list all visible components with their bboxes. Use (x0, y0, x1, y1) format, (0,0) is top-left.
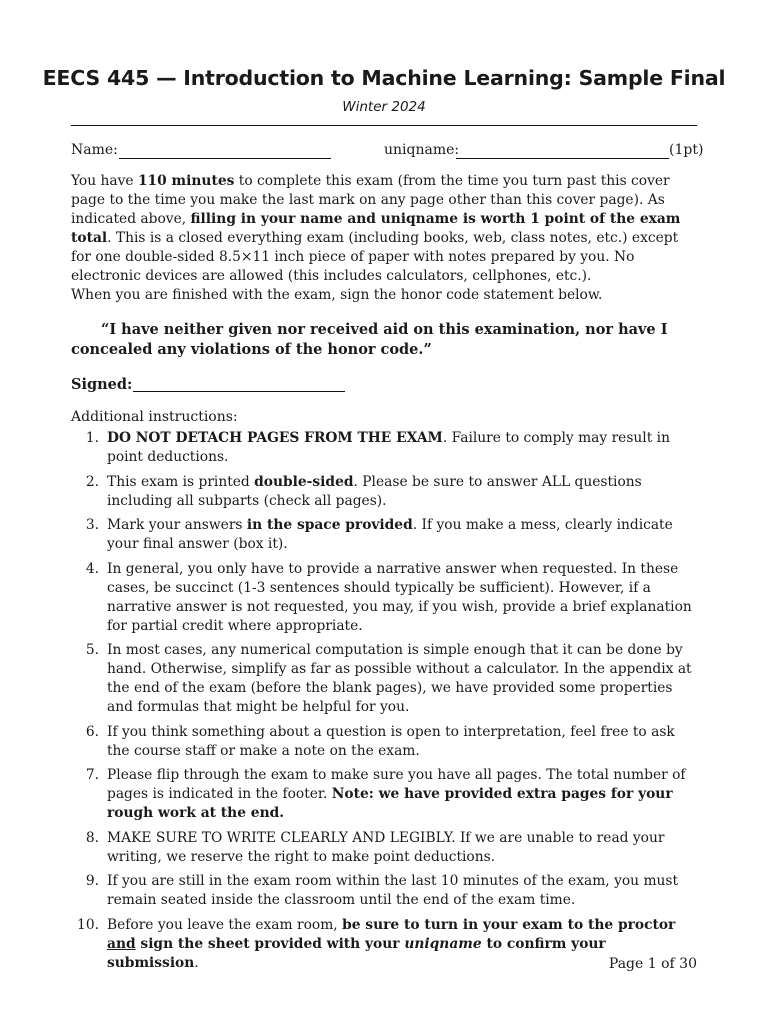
list-item (71, 723, 697, 761)
item-number: 5. (85, 642, 99, 658)
instructions-heading: Additional instructions: (71, 409, 238, 425)
intro-text-3: . This is a closed everything exam (including books, web, class notes, etc.) except for one double-sided 8.5×11 inch piece of paper with notes prepared by you. No electronic devices are allowed (this includes calculators, cellphones, etc.). (71, 230, 679, 284)
list-item (71, 872, 697, 910)
exam-term: Winter 2024 (342, 99, 426, 115)
item-text: . (194, 954, 199, 971)
header-divider (71, 125, 697, 126)
item-text: Mark your answers (107, 517, 247, 533)
item-number: 4. (85, 560, 99, 577)
item-text: Before you leave the exam room, (107, 916, 343, 933)
list-item (71, 473, 697, 511)
item-number: 7. (85, 767, 99, 783)
item-number: 10. (77, 916, 99, 933)
uniqname-field[interactable] (456, 158, 669, 159)
time-limit: 110 minutes (137, 173, 235, 189)
list-item (71, 641, 697, 717)
item-text: . Failure to comply may result in point deductions. (107, 430, 670, 465)
list-item (71, 560, 697, 636)
item-text: . If you make a mess, clearly indicate your final answer (box it). (107, 517, 673, 552)
item-number: 1. (85, 430, 99, 446)
item-text: If you think something about a question is open to interpretation, feel free to ask the course staff or make a note on the exam. (107, 723, 675, 759)
item-text: This exam is printed (107, 473, 255, 490)
item-number: 3. (85, 517, 99, 533)
name-field[interactable] (119, 158, 331, 159)
uniqname-label: uniqname: (384, 142, 460, 158)
list-item (71, 429, 697, 467)
intro-text-2: to complete this exam (from the time you turn past this cover page to the time you make the last mark on any page other than this cover page). As indicated above, (71, 173, 670, 227)
intro-paragraph (71, 172, 697, 286)
intro-text (71, 172, 697, 305)
item-bold: Note: we have provided extra pages for your rough work at the end. (107, 786, 673, 821)
signed-label: Signed: (71, 376, 133, 393)
page-number: Page 1 of 30 (608, 956, 697, 972)
item-number: 9. (85, 873, 99, 889)
item-bold: double-sided (254, 473, 354, 490)
intro-text-1: You have (71, 173, 138, 189)
honor-pledge: “I have neither given nor received aid on this examination, nor have I concealed any violations of the honor code.” (71, 321, 668, 358)
item-text: . Please be sure to answer ALL questions including all subparts (check all pages). (107, 473, 642, 509)
item-bold: sign the sheet provided with your (135, 935, 405, 952)
exam-title: EECS 445 — Introduction to Machine Learning: Sample Final (42, 66, 726, 90)
item-text: In general, you only have to provide a narrative answer when requested. In these cases, be succinct (1-3 sentences should typically be sufficient). However, if a narrative answer is not requested, you may, if you wish, provide a brief explanation for partial credit where appropriate. (107, 560, 692, 634)
item-bold: DO NOT DETACH PAGES FROM THE EXAM (107, 430, 443, 446)
item-number: 2. (85, 473, 99, 490)
item-text: If you are still in the exam room within the last 10 minutes of the exam, you must remain seated inside the classroom until the end of the exam time. (107, 873, 679, 908)
signature-field[interactable] (133, 391, 345, 392)
list-item (71, 829, 697, 867)
item-text: Please flip through the exam to make sure you have all pages. The total number of pages is indicated in the footer. (107, 767, 686, 802)
name-label: Name: (71, 142, 118, 158)
item-bold: to confirm your submission (107, 935, 606, 971)
list-item (71, 766, 697, 823)
item-italic: uniqname (404, 935, 482, 952)
item-bold: be sure to turn in your exam to the proctor (342, 916, 676, 933)
instructions-list (71, 429, 697, 978)
item-bold: in the space provided (246, 517, 413, 533)
item-number: 8. (85, 829, 99, 846)
list-item (71, 516, 697, 554)
points-note: (1pt) (669, 142, 704, 158)
item-number: 6. (85, 723, 99, 740)
name-points-note: filling in your name and uniqname is worth 1 point of the exam total (71, 211, 681, 246)
list-item (71, 916, 697, 973)
item-text: In most cases, any numerical computation is simple enough that it can be done by hand. Otherwise, simplify as far as possible without a calculator. In the appendix at the end of the exam (before the blank pages), we have provided some properties and formulas that might be helpful for you. (107, 642, 692, 715)
sign-instruction: When you are finished with the exam, sign the honor code statement below. (71, 287, 603, 303)
item-underlined: and (107, 935, 136, 952)
item-text: MAKE SURE TO WRITE CLEARLY AND LEGIBLY. If we are unable to read your writing, we reserve the right to make point deductions. (107, 829, 665, 865)
